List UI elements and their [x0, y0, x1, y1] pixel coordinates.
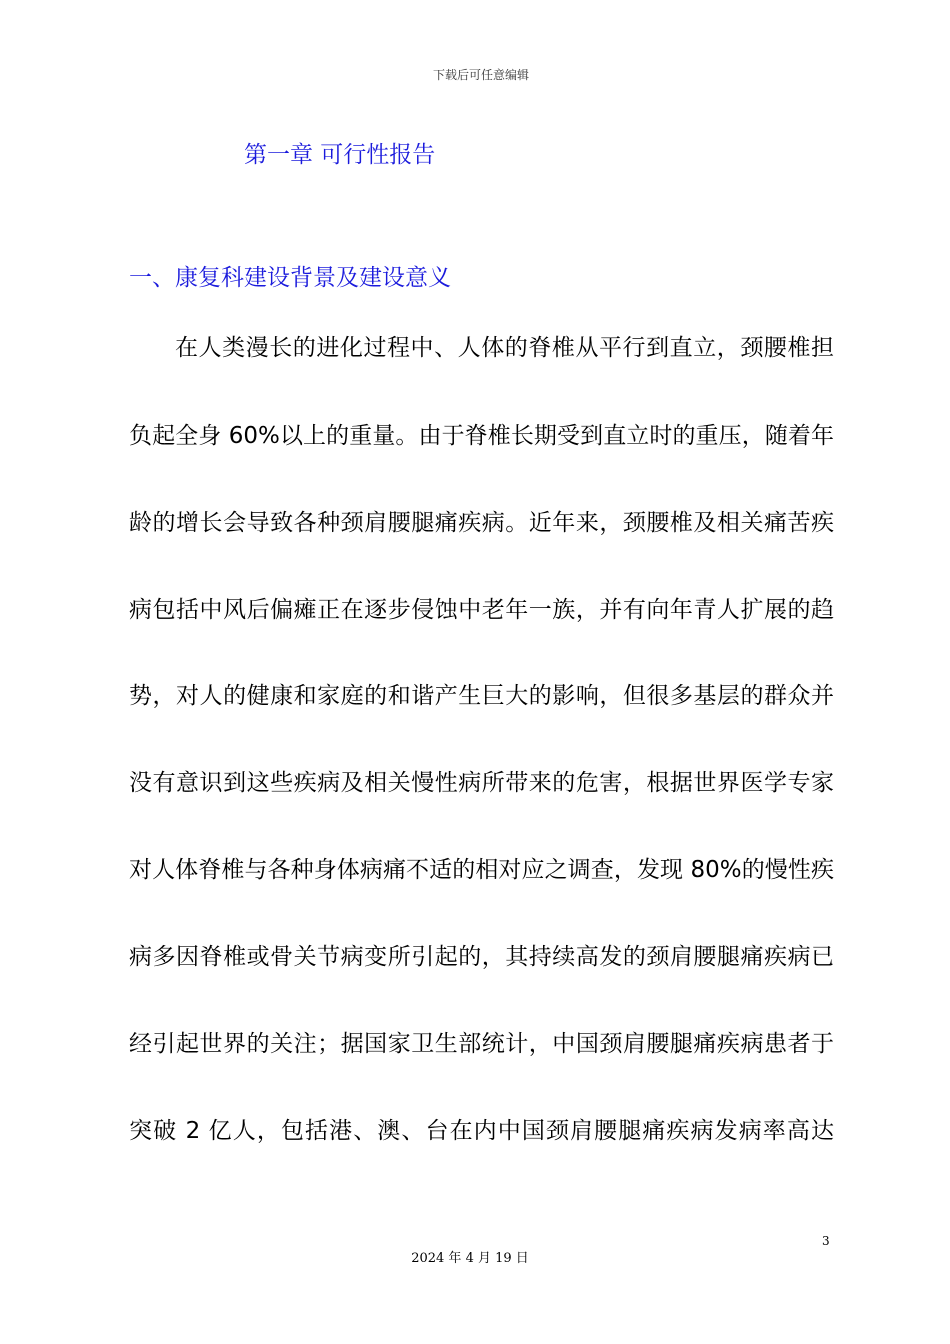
paragraph-line: 病多因脊椎或骨关节病变所引起的，其持续高发的颈肩腰腿痛疾病已: [129, 944, 834, 970]
paragraph-line: 负起全身 60%以上的重量。由于脊椎长期受到直立时的重压，随着年: [129, 423, 834, 449]
paragraph-line: 突破 2 亿人，包括港、澳、台在内中国颈肩腰腿痛疾病发病率高达: [129, 1118, 834, 1144]
section-heading: 一、康复科建设背景及建设意义: [129, 265, 451, 291]
page-number: 3: [822, 1234, 830, 1248]
paragraph-line: 没有意识到这些疾病及相关慢性病所带来的危害，根据世界医学专家: [129, 770, 834, 796]
paragraph-line: 经引起世界的关注；据国家卫生部统计，中国颈肩腰腿痛疾病患者于: [129, 1031, 834, 1057]
paragraph-line: 势，对人的健康和家庭的和谐产生巨大的影响，但很多基层的群众并: [129, 683, 834, 709]
chapter-title: 第一章 可行性报告: [244, 142, 436, 168]
paragraph-line: 在人类漫长的进化过程中、人体的脊椎从平行到直立，颈腰椎担: [175, 335, 834, 361]
header-note: 下载后可任意编辑: [432, 68, 529, 82]
footer-date: 2024 年 4 月 19 日: [411, 1251, 529, 1266]
paragraph-line: 对人体脊椎与各种身体病痛不适的相对应之调查，发现 80%的慢性疾: [129, 857, 834, 883]
paragraph-line: 龄的增长会导致各种颈肩腰腿痛疾病。近年来，颈腰椎及相关痛苦疾: [129, 510, 834, 536]
paragraph-line: 病包括中风后偏瘫正在逐步侵蚀中老年一族，并有向年青人扩展的趋: [129, 597, 834, 623]
